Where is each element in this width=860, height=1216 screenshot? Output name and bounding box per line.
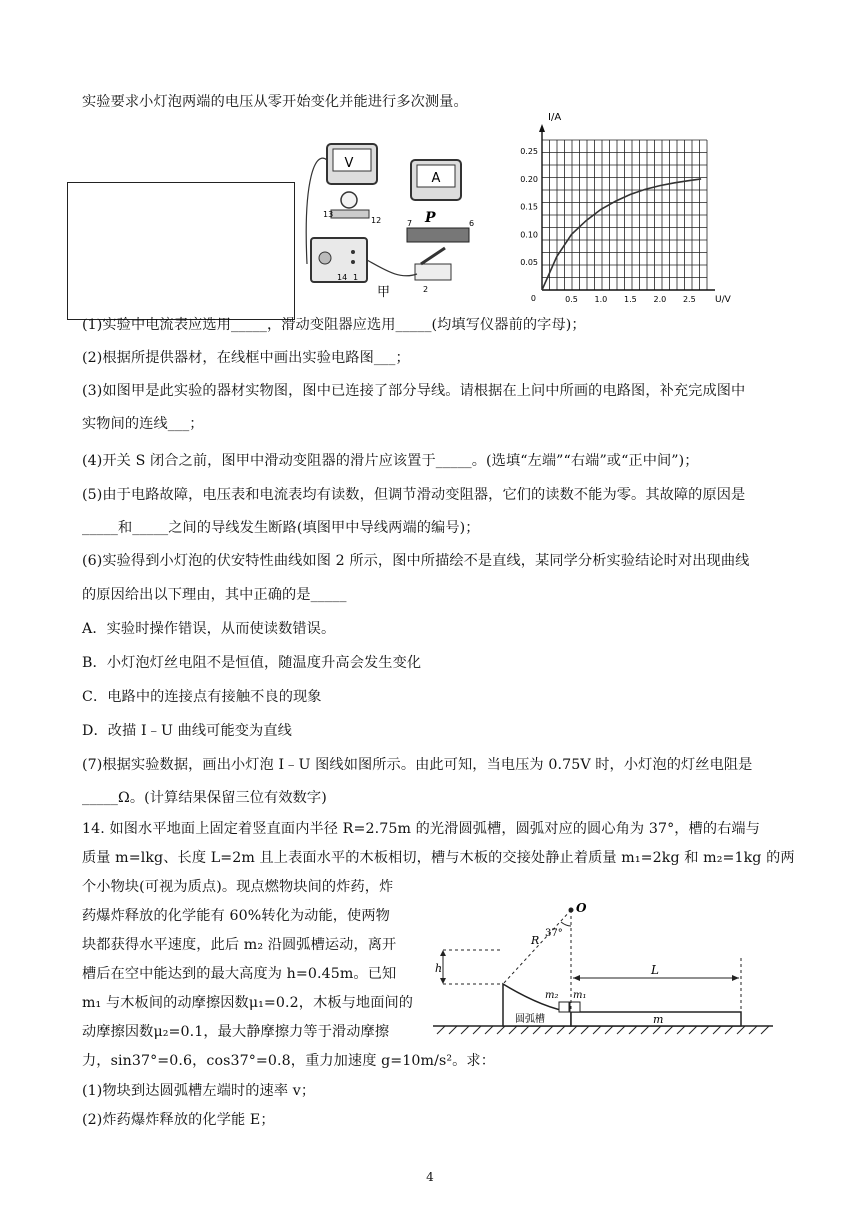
groove-label: 圆弧槽 xyxy=(515,1014,545,1025)
groove-board-diagram xyxy=(433,898,773,1038)
q13-part3-line1: (3)如图甲是此实验的器材实物图，图中已连接了部分导线。请根据在上问中所画的电路图，补充完成图中 xyxy=(82,383,746,399)
q14-line9: 力，sin37°=0.6，cos37°=0.8，重力加速度 g=10m/s²。求： xyxy=(82,1053,496,1069)
terminal-7: 7 xyxy=(407,219,413,228)
bulb-icon xyxy=(323,192,381,225)
q14-line11: (2)炸药爆炸释放的化学能 E； xyxy=(82,1112,275,1128)
ammeter-label: A xyxy=(431,171,441,186)
slider-label: P xyxy=(425,210,436,226)
q13-part5-line2: _____和_____之间的导线发生断路(填图甲中导线两端的编号)； xyxy=(82,520,480,536)
q14-line7: m₁ 与木板间的动摩擦因数μ₁=0.2，木板与地面间的 xyxy=(82,995,414,1011)
q13-part7-line1: (7)根据实验数据，画出小灯泡 I﹣U 图线如图所示。由此可知，当电压为 0.75V 时，小灯泡的灯丝电阻是 xyxy=(82,757,753,773)
terminal-14: 14 xyxy=(337,273,348,282)
y-axis-label: I/A xyxy=(548,112,562,123)
y-tick-label: 0.05 xyxy=(520,258,538,268)
terminal-12: 12 xyxy=(371,216,382,225)
q13-part7-line2: _____Ω。(计算结果保留三位有效数字) xyxy=(82,790,327,806)
height-label: h xyxy=(435,962,443,975)
q14-line8: 动摩擦因数μ₂=0.1，最大静摩擦力等于滑动摩擦 xyxy=(82,1024,390,1040)
q13-option-d: D．改描 I﹣U 曲线可能变为直线 xyxy=(82,723,292,739)
power-supply-icon xyxy=(311,238,367,282)
q13-option-a: A．实验时操作错误，从而使读数错误。 xyxy=(82,621,336,637)
terminal-1: 1 xyxy=(353,273,359,282)
origin-label: 0 xyxy=(530,294,536,303)
page-number: 4 xyxy=(426,1170,434,1184)
switch-icon xyxy=(415,248,451,294)
y-tick-label: 0.10 xyxy=(520,230,538,240)
terminal-2: 2 xyxy=(423,285,429,294)
q13-part5-line1: (5)由于电路故障，电压表和电流表均有读数，但调节滑动变阻器，它们的读数不能为零。其故障的原因是 xyxy=(82,487,746,503)
q14-line3: 个小物块(可视为质点)。现点燃物块间的炸药，炸 xyxy=(82,879,394,895)
y-tick-label: 0.25 xyxy=(520,147,538,157)
q14-line1: 14. 如图水平地面上固定着竖直面内半径 R=2.75m 的光滑圆弧槽，圆弧对应的圆心角为 37°，槽的右端与 xyxy=(82,821,760,837)
x-axis-label: U/V xyxy=(715,295,731,305)
slanted-radius xyxy=(503,910,571,984)
length-label: L xyxy=(651,963,659,977)
terminal-13: 13 xyxy=(323,210,334,219)
y-tick-label: 0.20 xyxy=(520,174,538,184)
q14-line6: 槽后在空中能达到的最大高度为 h=0.45m。已知 xyxy=(82,966,397,982)
q13-part6-line1: (6)实验得到小灯泡的伏安特性曲线如图 2 所示，图中所描绘不是直线，某同学分析实验结论时对出现曲线 xyxy=(82,553,750,569)
center-label: O xyxy=(576,901,587,915)
q14-line2: 质量 m=lkg、长度 L=2m 且上表面水平的木板相切，槽与木板的交接处静止着质量 m₁=2kg 和 m₂=1kg 的两 xyxy=(82,850,795,866)
x-tick-label: 0.5 xyxy=(565,295,578,304)
ground-hatching xyxy=(437,1026,769,1034)
m2-label: m₂ xyxy=(545,990,559,1001)
x-tick-label: 2.0 xyxy=(653,295,667,304)
q14-line10: (1)物块到达圆弧槽左端时的速率 v； xyxy=(82,1083,316,1099)
x-tick-label: 1.0 xyxy=(594,295,608,304)
q13-part2: (2)根据所提供器材，在线框中画出实验电路图___； xyxy=(82,350,410,366)
q13-option-b: B．小灯泡灯丝电阻不是恒值，随温度升高会发生变化 xyxy=(82,655,422,671)
y-axis-arrow xyxy=(539,124,545,132)
x-tick-label: 1.5 xyxy=(624,295,637,304)
voltmeter-label: V xyxy=(344,156,354,171)
voltmeter-icon xyxy=(327,144,377,184)
block-m2 xyxy=(559,1002,569,1012)
iu-chart xyxy=(512,108,731,308)
q13-part4: (4)开关 S 闭合之前，图甲中滑动变阻器的滑片应该置于_____。(选填“左端”“右端”或“正中间”)； xyxy=(82,453,699,469)
angle-label: 37° xyxy=(545,928,563,939)
board-mass-label: m xyxy=(653,1013,664,1026)
terminal-6: 6 xyxy=(469,219,475,228)
rheostat-icon xyxy=(407,210,474,242)
figure-label-jia: 甲 xyxy=(377,285,391,300)
x-tick-label: 2.5 xyxy=(682,295,696,304)
q13-part3-line2: 实物间的连线___； xyxy=(82,416,204,432)
y-tick-label: 0.15 xyxy=(520,202,538,212)
ammeter-icon xyxy=(411,160,461,200)
q13-part1: (1)实验中电流表应选用_____，滑动变阻器应选用_____(均填写仪器前的字母)； xyxy=(82,317,586,333)
intro-text: 实验要求小灯泡两端的电压从零开始变化并能进行多次测量。 xyxy=(82,94,468,110)
apparatus-photo xyxy=(305,140,485,308)
m1-label: m₁ xyxy=(573,990,587,1001)
q13-part6-line2: 的原因给出以下理由，其中正确的是_____ xyxy=(82,587,347,603)
q14-line4: 药爆炸释放的化学能有 60%转化为动能，使两物 xyxy=(82,908,390,924)
circuit-drawing-box xyxy=(67,182,295,320)
q14-line5: 块都获得水平速度，此后 m₂ 沿圆弧槽运动，离开 xyxy=(82,937,397,953)
q13-option-c: C．电路中的连接点有接触不良的现象 xyxy=(82,689,322,705)
chart-grid xyxy=(539,124,715,290)
radius-label: R xyxy=(531,934,540,947)
